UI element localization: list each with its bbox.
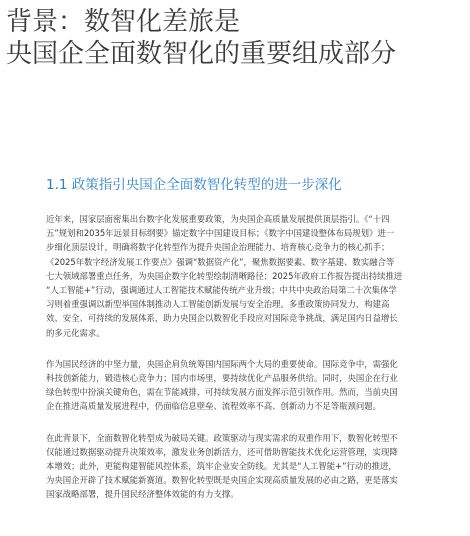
paragraph-line: 本增效；此外，更能构建智能风控体系，筑牢企业安全防线。尤其是“人工智能+”行动的推进，	[46, 461, 397, 472]
paragraph-line: 绿色转型中扮演关键角色，需在节能减排、可持续发展方面发挥示范引领作用。然而，当前央国	[46, 387, 398, 398]
paragraph-line: 作为国民经济的中坚力量，央国企肩负统筹国内国际两个大局的重要使命。国际竞争中，需强化	[46, 358, 398, 369]
paragraph-line: 《2025年数字经济发展工作要点》强调“数据资产化”，聚焦数据要素、数字基建、数实融合等	[46, 256, 395, 267]
paragraph-line: 企在推进高质量发展进程中，仍面临信息壁垒、流程效率不高、创新动力不足等瓶颈问题。	[46, 401, 381, 412]
paragraph-line: 七大领域部署重点任务，为央国企数字化转型绘制清晰路径；2025年政府工作报告提出持续推进	[46, 270, 403, 281]
paragraph-line: 国家战略部署，提升国民经济整体效能的有力支撑。	[46, 489, 239, 500]
paragraph-line: 在此背景下，全面数智化转型成为破局关键。政策驱动与现实需求的双重作用下，数智化转型不	[46, 432, 398, 443]
paragraph-line: 习则着重强调以新型举国体制推动人工智能创新发展与安全治理。多重政策协同发力，构建高	[46, 299, 390, 310]
paragraph-line: 仅能通过数据驱动提升决策效率，激发业务创新活力，还可借助智能技术优化运营管理，实现降	[46, 446, 398, 457]
paragraph-line: 科技创新能力，锻造核心竞争力；国内市场里，要持续优化产品服务供给。同时，央国企在行业	[46, 373, 398, 384]
paragraph-line: 为央国企开辟了技术赋能新赛道。数智化转型既是央国企实现高质量发展的必由之路，更是落实	[46, 475, 398, 486]
paragraph-line: 五”规划和2035年远景目标纲要》锚定数字中国建设目标；《数字中国建设整体布局规划》进一	[46, 228, 395, 239]
paragraph-line: 效、安全、可持续的发展体系，助力央国企以数智化手段应对国际竞争挑战，满足国内日益增长	[46, 313, 398, 324]
paragraph	[46, 212, 458, 340]
section-heading: 1.1 政策指引央国企全面数智化转型的进一步深化	[46, 177, 342, 193]
paragraph-line: 近年来，国家层面密集出台数字化发展重要政策，为央国企高质量发展提供顶层指引。《“十四	[46, 214, 390, 224]
paragraph	[46, 431, 458, 502]
page-title	[6, 6, 466, 70]
title-line-1: 背景：数智化差旅是	[6, 7, 241, 37]
body-text	[46, 212, 458, 519]
title-line-2: 央国企全面数智化的重要组成部分	[6, 39, 397, 69]
paragraph-line: 步细化顶层设计，明确将数字化转型作为提升央国企治理能力、培育核心竞争力的核心抓手；	[46, 242, 390, 253]
paragraph	[46, 357, 458, 414]
paragraph-line: 的多元化需求。	[46, 327, 105, 338]
paragraph-line: “人工智能+”行动，强调通过人工智能技术赋能传统产业升级；中共中央政治局第二十次集体学	[46, 285, 397, 296]
